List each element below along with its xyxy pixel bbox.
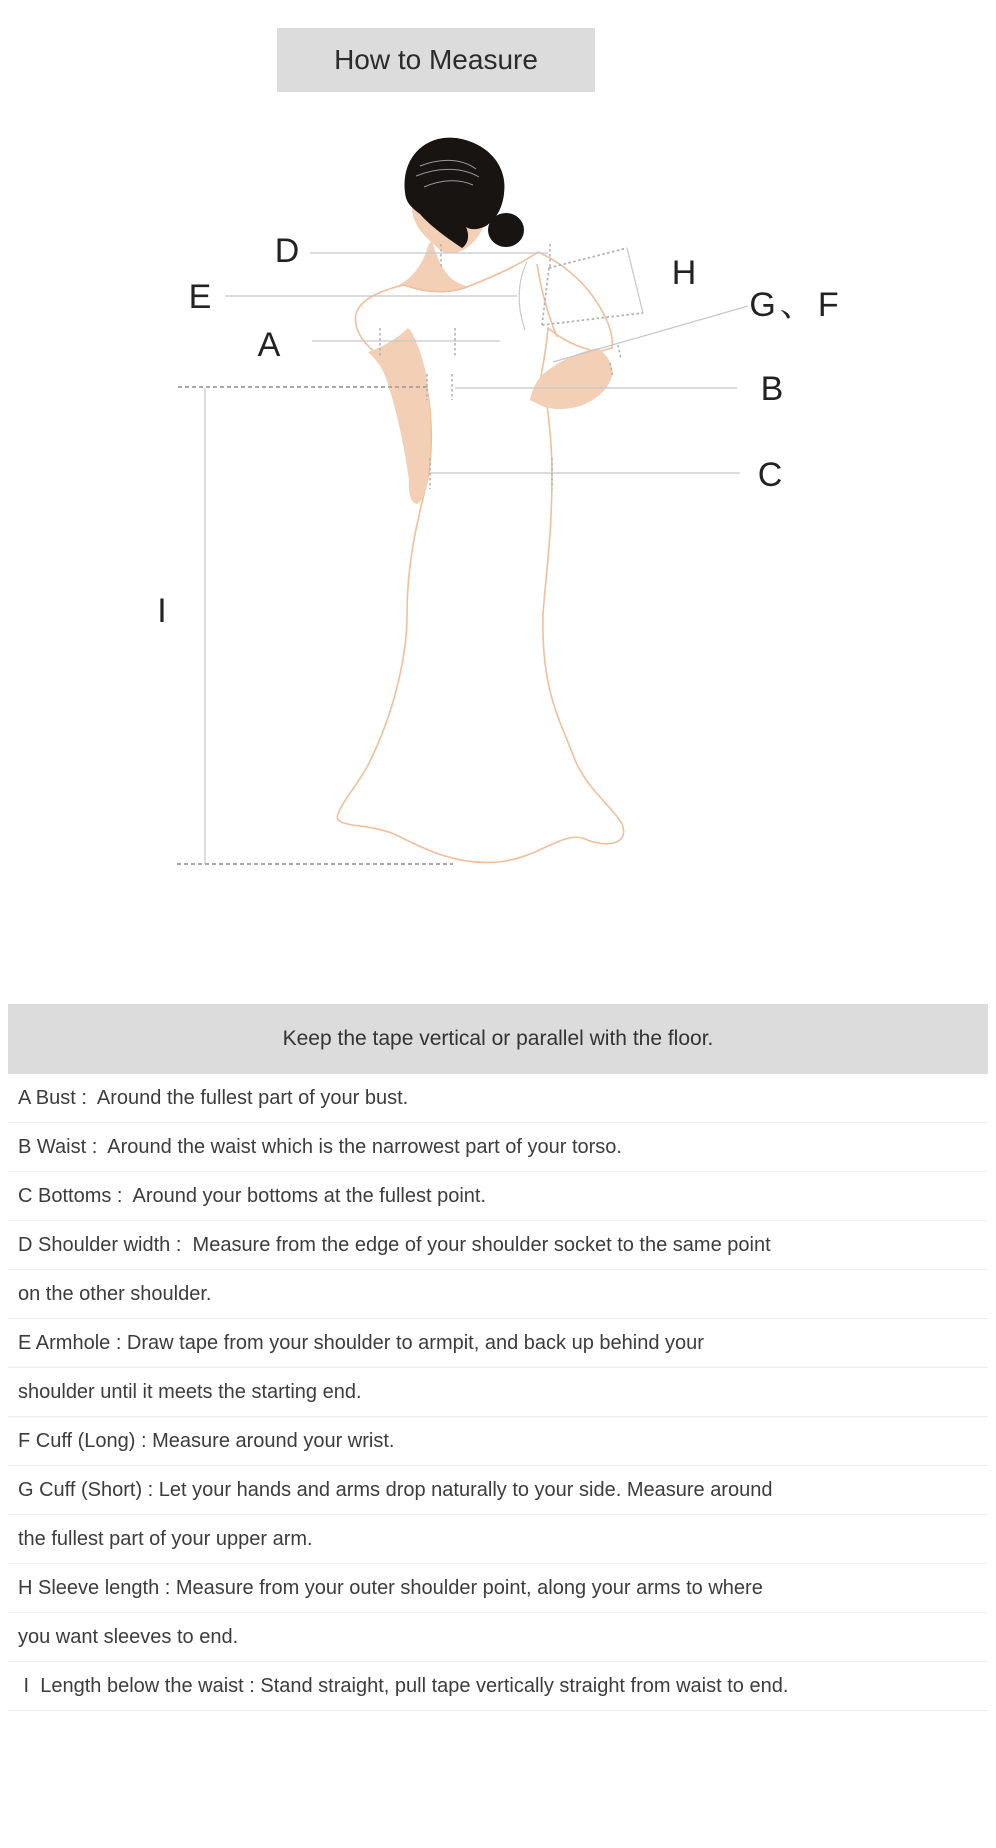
measure-line-h-sleeve-2: you want sleeves to end. [8,1613,988,1662]
measure-line-c-bottoms: C Bottoms : Around your bottoms at the fullest point. [8,1172,988,1221]
measure-line-e-armhole-1: E Armhole : Draw tape from your shoulder to armpit, and back up behind your [8,1319,988,1368]
label-g-f: G、F [749,286,843,324]
measure-line-g-cuff-short-1: G Cuff (Short) : Let your hands and arms drop naturally to your side. Measure around [8,1466,988,1515]
measure-line-d-shoulder-1: D Shoulder width : Measure from the edge of your shoulder socket to the same point [8,1221,988,1270]
table-header: Keep the tape vertical or parallel with the floor. [8,1004,988,1074]
label-e: E [188,278,212,316]
label-b: B [760,370,784,408]
measure-line-f-cuff-long: F Cuff (Long) : Measure around your wrist. [8,1417,988,1466]
measure-line-i-length: I Length below the waist : Stand straight, pull tape vertically straight from waist to end. [8,1662,988,1711]
measure-line-d-shoulder-2: on the other shoulder. [8,1270,988,1319]
measure-line-e-armhole-2: shoulder until it meets the starting end. [8,1368,988,1417]
measure-line-h-sleeve-1: H Sleeve length : Measure from your outer shoulder point, along your arms to where [8,1564,988,1613]
label-i: I [157,592,167,630]
measure-line-b-waist: B Waist : Around the waist which is the narrowest part of your torso. [8,1123,988,1172]
label-d: D [274,232,300,270]
measure-line-g-cuff-short-2: the fullest part of your upper arm. [8,1515,988,1564]
page-title: How to Measure [277,28,595,92]
label-h: H [671,254,697,292]
measure-line-a-bust: A Bust : Around the fullest part of your bust. [8,1074,988,1123]
label-c: C [757,456,783,494]
hair-bun [488,213,524,247]
measurement-table [8,1004,988,1711]
label-a: A [257,326,281,364]
